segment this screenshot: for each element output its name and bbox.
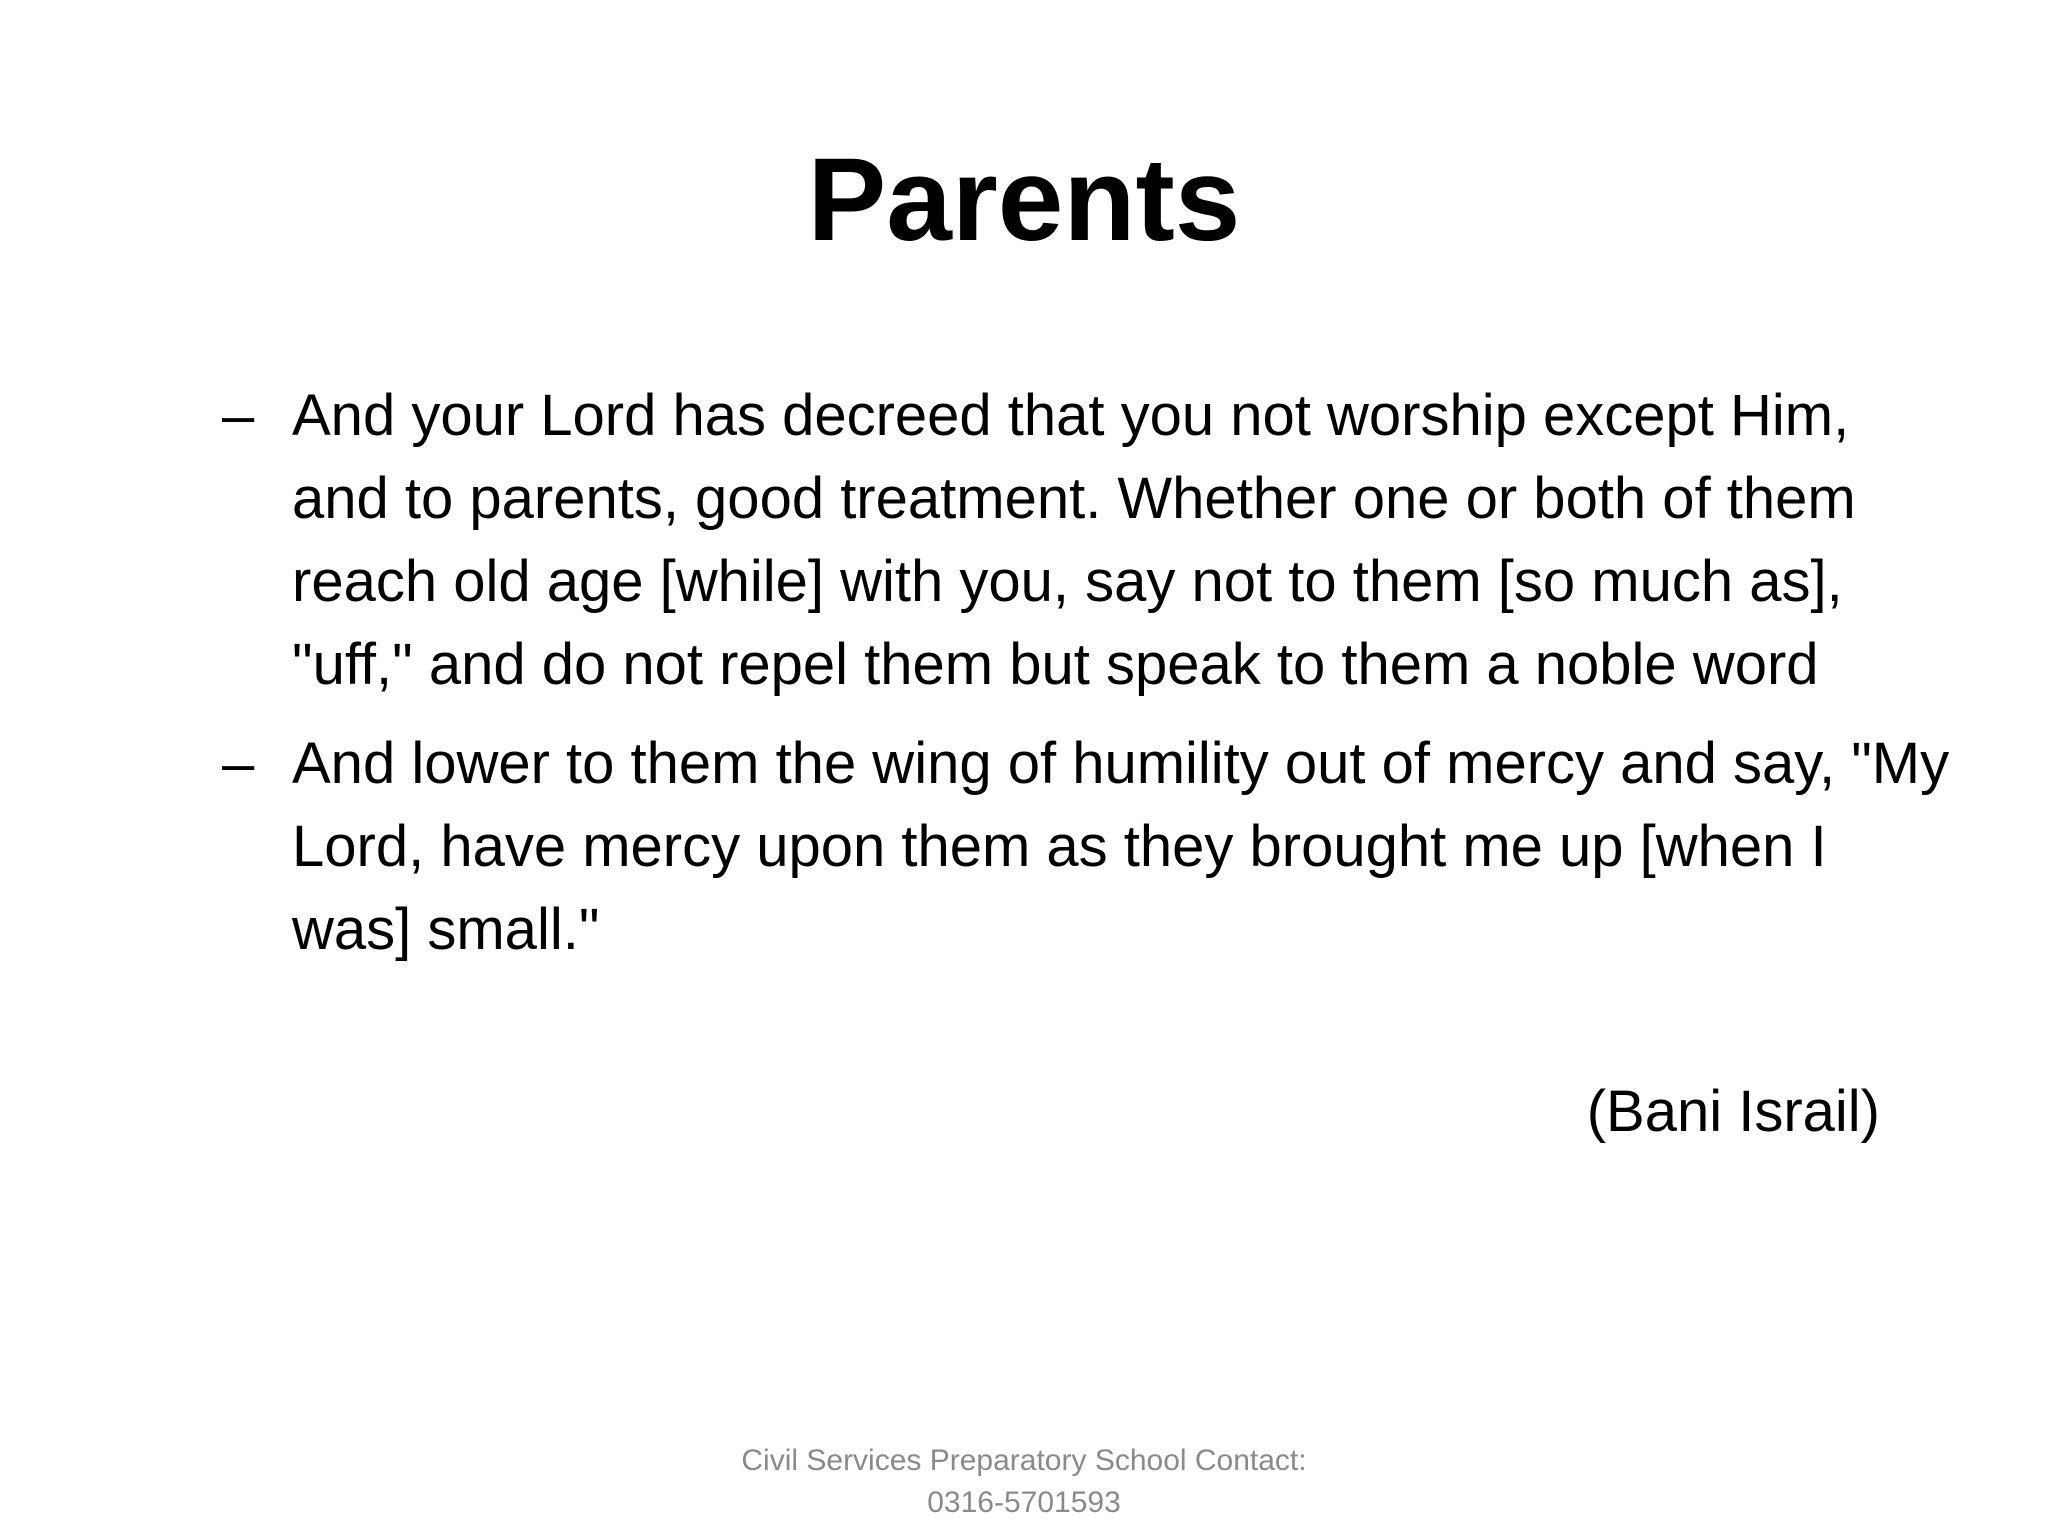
bullet-text: And your Lord has decreed that you not worship except Him, and to parents, good treatment. Whether one or both of them reach old age [while] with you, say not to them [so much as], "uff," and do not repel them but speak to them a noble word (292, 383, 1856, 697)
footer (0, 1440, 2048, 1524)
footer-school-name: Civil Services Preparatory School Contact: (741, 1444, 1307, 1477)
dash-bullet-icon: – (222, 383, 255, 448)
bullet-list (222, 374, 1962, 987)
citation: (Bani Israil) (1586, 1079, 1880, 1144)
footer-contact-number: 0316-5701593 (927, 1486, 1121, 1519)
dash-bullet-icon: – (222, 731, 255, 796)
slide-title: Parents (807, 134, 1241, 266)
bullet-item (222, 722, 1962, 971)
bullet-item (222, 374, 1962, 706)
bullet-text: And lower to them the wing of humility out of mercy and say, "My Lord, have mercy upon them as they brought me up [when I was] small." (292, 731, 1950, 962)
